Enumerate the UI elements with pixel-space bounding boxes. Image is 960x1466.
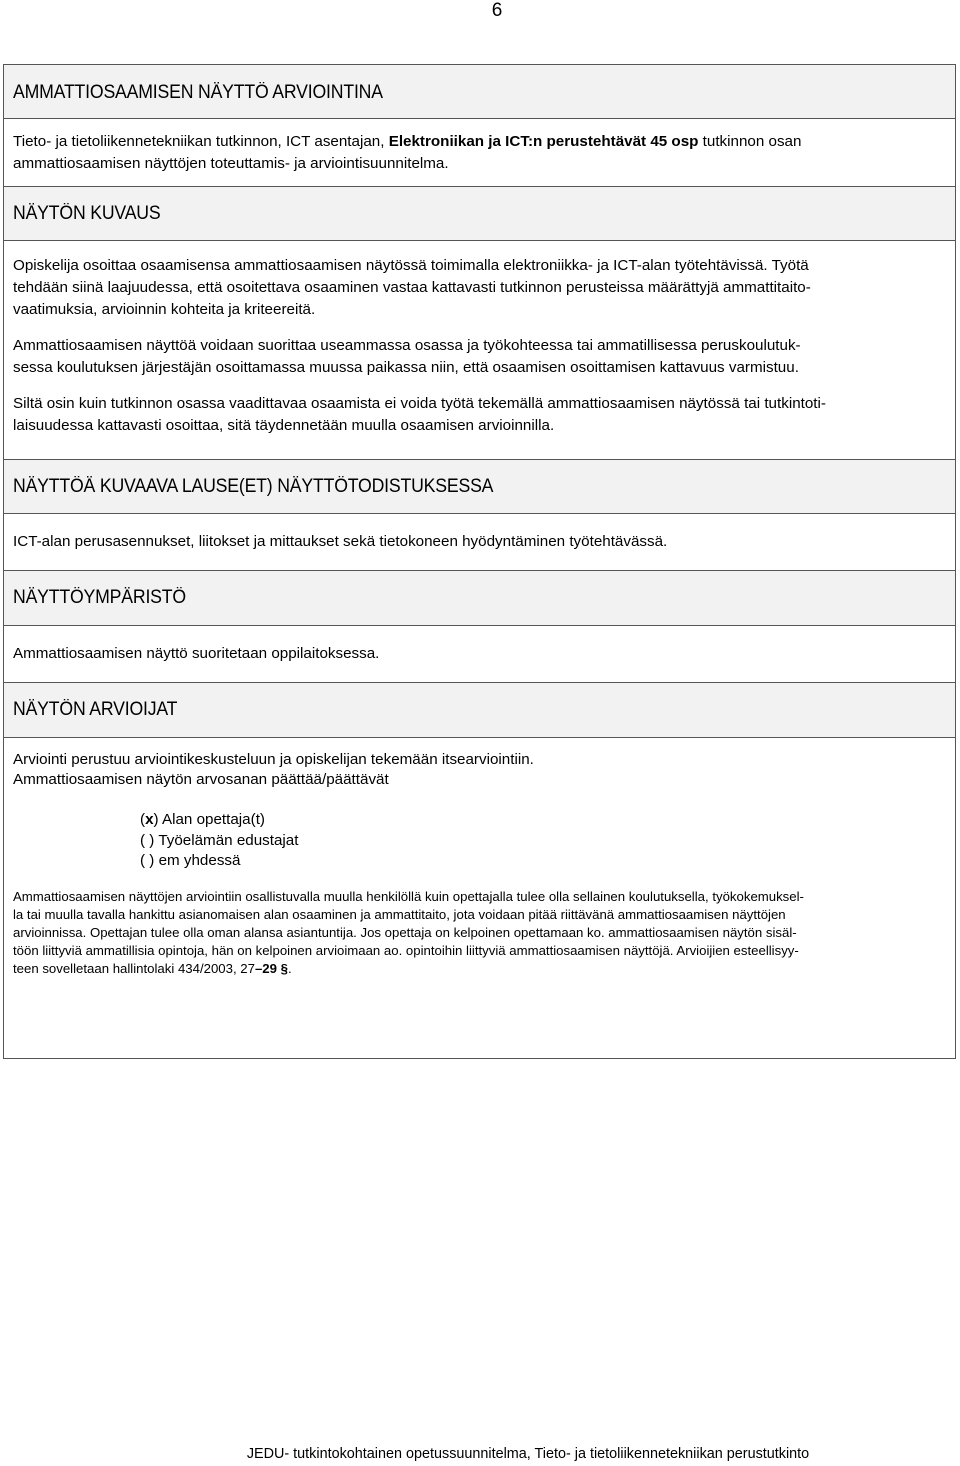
kuvaus-paragraph-1 — [13, 255, 947, 321]
option-teacher-mark: x — [145, 811, 154, 828]
page-title: AMMATTIOSAAMISEN NÄYTTÖ ARVIOINTINA — [13, 82, 383, 103]
section-heading-arvioijat: NÄYTÖN ARVIOIJAT — [13, 699, 178, 720]
page-number: 6 — [491, 0, 503, 21]
note-line2: la tai muulla tavalla hankittu asianomaisen alan osaaminen ja ammattitaito, jota voidaan pitää riittävänä ammattiosaamisen näyttöjen — [13, 906, 786, 922]
kuvaus-p1-line1: Opiskelija osoittaa osaamisensa ammattiosaamisen näytössä toimimalla elektroniikka- ja ICT-alan työtehtävissä. Työtä — [13, 257, 809, 274]
section-heading-lause: NÄYTTÖÄ KUVAAVA LAUSE(ET) NÄYTTÖTODISTUKSESSA — [13, 475, 494, 497]
kuvaus-p2-line2: sessa koulutuksen järjestäjän osoittamassa muussa paikassa niin, että osaamisen osoittamisen kattavuus varmistuu. — [13, 359, 799, 376]
kuvaus-paragraph-2 — [13, 335, 947, 379]
option-worklife[interactable]: ( ) Työelämän edustajat — [140, 831, 299, 849]
title-row — [4, 65, 955, 119]
note-line1: Ammattiosaamisen näyttöjen arviointiin osallistuvalla muulla henkilöllä kuin opettajalla tulee olla sellainen koulutuksella, työkokemuksel- — [13, 888, 804, 904]
lause-text: ICT-alan perusasennukset, liitokset ja mittaukset sekä tietokoneen hyödyntäminen työtehtävässä. — [13, 533, 668, 550]
note-line5-end: . — [287, 960, 292, 976]
lause-body-row — [4, 514, 955, 571]
intro-bold: Elektroniikan ja ICT:n perustehtävät 45 osp — [388, 133, 699, 150]
kuvaus-paragraph-3 — [13, 393, 947, 437]
note-line4: töön liittyviä ammatillisia opintoja, hän on kelpoinen arvioimaan ao. opintoihin liittyviä ammattiosaamisen näyttöjä. Arvioijien esteellisyy- — [13, 942, 799, 958]
kuvaus-p1-line3: vaatimuksia, arvioinnin kohteita ja kriteereitä. — [13, 301, 316, 318]
arvioijat-line1: Arviointi perustuu arviointikeskusteluun ja opiskelijan tekemään itsearviointiin. — [13, 751, 534, 768]
ymparisto-text: Ammattiosaamisen näyttö suoritetaan oppilaitoksessa. — [13, 645, 380, 662]
intro-row — [4, 119, 955, 187]
option-worklife-mark — [145, 832, 149, 849]
option-together-mark — [145, 852, 149, 869]
intro-part2: tutkinnon osan — [698, 133, 802, 150]
note-line5-start: teen sovelletaan hallintolaki 434/2003, 27 — [13, 960, 255, 976]
ymparisto-heading-row — [4, 571, 955, 626]
option-worklife-label: Työelämän edustajat — [158, 831, 299, 849]
arvioijat-body-row — [4, 738, 955, 1058]
kuvaus-p2-line1: Ammattiosaamisen näyttöä voidaan suorittaa useammassa osassa ja työkohteessa tai ammatillisessa peruskoulutuk- — [13, 337, 801, 354]
option-teacher-label: Alan opettaja(t) — [161, 811, 265, 828]
arvioijat-note — [13, 888, 947, 978]
evaluator-options — [13, 810, 947, 872]
section-heading-ymparisto: NÄYTTÖYMPÄRISTÖ — [13, 587, 186, 608]
ymparisto-body-row — [4, 626, 955, 683]
lause-heading-row — [4, 460, 955, 514]
note-line5-bold: –29 § — [254, 960, 288, 976]
intro-line2: ammattiosaamisen näyttöjen toteuttamis- ja arviointisuunnitelma. — [13, 155, 449, 172]
arvioijat-line2: Ammattiosaamisen näytön arvosanan päättää/päättävät — [13, 771, 389, 788]
option-teacher[interactable]: (x) Alan opettaja(t) — [140, 811, 265, 828]
arvioijat-intro — [13, 750, 947, 790]
kuvaus-body-row — [4, 241, 955, 460]
arvioijat-heading-row — [4, 683, 955, 738]
document-table — [3, 64, 956, 1059]
kuvaus-p3-line2: laisuudessa kattavasti osoittaa, sitä täydennetään muulla osaamisen arvioinnilla. — [13, 417, 555, 434]
page-footer: JEDU- tutkintokohtainen opetussuunnitelma, Tieto- ja tietoliikennetekniikan perustutkinto — [246, 1446, 810, 1462]
kuvaus-p3-line1: Siltä osin kuin tutkinnon osassa vaadittavaa osaamista ei voida työtä tekemällä ammattiosaamisen näytössä tai tutkintoti- — [13, 395, 826, 412]
note-line3: arvioinnissa. Opettajan tulee olla oman alansa asiantuntija. Jos opettaja on kelpoinen opettamaan ko. ammattiosaamisen näytön sisäl- — [13, 924, 797, 940]
option-together[interactable]: ( ) em yhdessä — [140, 852, 241, 869]
option-together-label: em yhdessä — [158, 852, 241, 869]
section-heading-kuvaus: NÄYTÖN KUVAUS — [13, 202, 161, 224]
intro-text — [13, 131, 947, 175]
intro-part1: Tieto- ja tietoliikennetekniikan tutkinnon, ICT asentajan, — [13, 133, 389, 150]
kuvaus-heading-row — [4, 187, 955, 241]
kuvaus-p1-line2: tehdään siinä laajuudessa, että osoitettava osaaminen vastaa kattavasti tutkinnon perusteissa määrättyjä ammattitaito- — [13, 279, 811, 296]
